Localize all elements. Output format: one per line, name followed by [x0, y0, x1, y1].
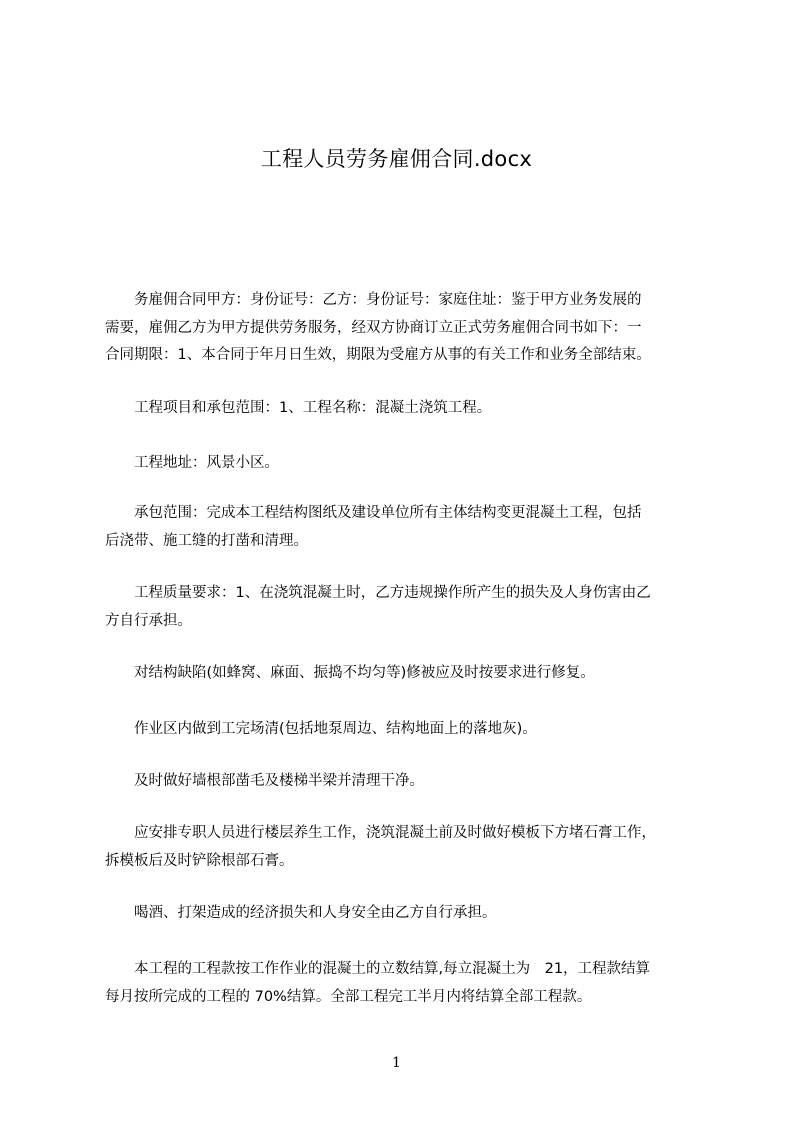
- paragraph-project-address: [105, 450, 701, 478]
- paragraph-line: 每月按所完成的工程的 70%结算。全部工程完工半月内将结算全部工程款。: [105, 988, 592, 1005]
- paragraph-contract-range: [105, 500, 701, 555]
- paragraph-line: 作业区内做到工完场清(包括地泵周边、结构地面上的落地灰)。: [105, 721, 537, 737]
- paragraph-line: 拆模板后及时铲除根部石膏。: [105, 852, 294, 869]
- paragraph-line: 承包范围：完成本工程结构图纸及建设单位所有主体结构变更混凝土工程，包括: [105, 505, 642, 521]
- paragraph-line: 应安排专职人员进行楼层养生工作，浇筑混凝土前及时做好模板下方堵石膏工作，: [105, 825, 656, 841]
- paragraph-curing-staff: [105, 820, 701, 875]
- paragraph-line: 及时做好墙根部凿毛及楼梯半梁并清理干净。: [105, 773, 424, 789]
- paragraph-line: 后浇带、施工缝的打凿和清理。: [105, 532, 308, 549]
- paragraph-defect-repair: [105, 660, 701, 688]
- paragraph-line: 工程地址：风景小区。: [105, 455, 279, 471]
- paragraph-payment-settlement: [105, 956, 701, 1011]
- paragraph-line: 方自行承担。: [105, 612, 192, 629]
- page-number: 1: [392, 1055, 401, 1071]
- paragraph-line: 务雇佣合同甲方：身份证号：乙方：身份证号：家庭住址：鉴于甲方业务发展的: [105, 292, 642, 308]
- paragraph-line: 对结构缺陷(如蜂窝、麻面、振捣不均匀等)修被应及时按要求进行修复。: [105, 665, 595, 681]
- paragraph-line: 工程项目和承包范围：1、工程名称：混凝土浇筑工程。: [105, 400, 492, 416]
- paragraph-line: 本工程的工程款按工作作业的混凝土的立数结算,每立混凝土为 21，工程款结算: [105, 961, 651, 977]
- paragraph-wall-base: [105, 768, 701, 796]
- paragraph-line: 合同期限：1、本合同于年月日生效，期限为受雇方从事的有关工作和业务全部结束。: [105, 347, 651, 363]
- paragraph-site-cleanup: [105, 716, 701, 744]
- paragraph-line: 喝酒、打架造成的经济损失和人身安全由乙方自行承担。: [105, 905, 497, 921]
- paragraph-quality-requirements: [105, 580, 701, 635]
- document-title: 工程人员劳务雇佣合同.docx: [260, 147, 533, 171]
- paragraph-project-scope: [105, 395, 701, 423]
- paragraph-line: 工程质量要求：1、在浇筑混凝土时，乙方违规操作所产生的损失及人身伤害由乙: [105, 585, 651, 601]
- paragraph-contract-intro: [105, 287, 701, 370]
- paragraph-liability: [105, 900, 701, 928]
- paragraph-line: 需要，雇佣乙方为甲方提供劳务服务，经双方协商订立正式劳务雇佣合同书如下：一: [105, 319, 642, 336]
